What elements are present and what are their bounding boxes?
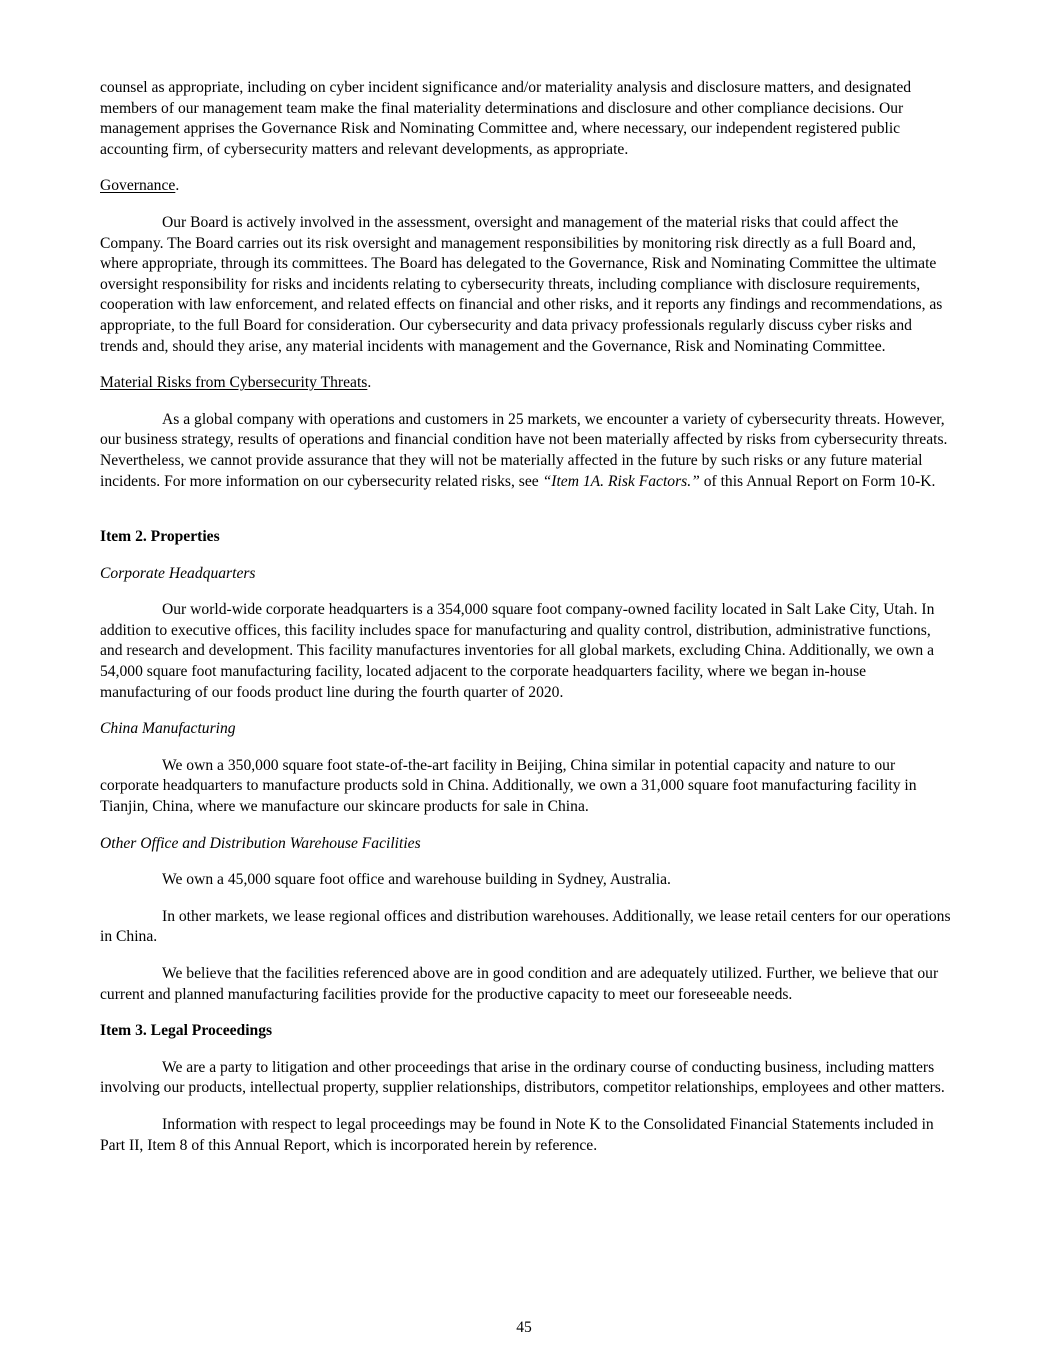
- material-risks-heading-text: Material Risks from Cybersecurity Threats: [100, 374, 368, 392]
- leases-paragraph: In other markets, we lease regional offices and distribution warehouses. Additionally, we lease retail centers for our operations in China.: [100, 907, 951, 946]
- other-facilities-heading: Other Office and Distribution Warehouse Facilities: [100, 834, 421, 852]
- material-risks-text: As a global company with operations and customers in 25 markets, we encounter a variety of cybersecurity threats. However, our business strategy, results of operations and financial condition have not been materially affected by risks from cybersecurity threats. Nevertheless, we cannot provide assurance that they will not be materially affected in the future by such risks or any future material incidents. For more information on our cybersecurity related risks, see: [100, 410, 948, 490]
- continuation-paragraph: counsel as appropriate, including on cyber incident significance and/or materiality analysis and disclosure matters, and designated members of our management team make the final materiality determinations and disclosure and other compliance decisions. Our management apprises the Governance Risk and Nominating Committee and, where necessary, our independent registered public accounting firm, of cybersecurity matters and relevant developments, as appropriate.: [100, 79, 912, 158]
- governance-heading: [100, 176, 952, 197]
- material-risks-text-end: of this Annual Report on Form 10-K.: [699, 472, 936, 490]
- document-page: [100, 78, 952, 1172]
- section-spacer: [100, 508, 952, 527]
- corporate-headquarters-heading: Corporate Headquarters: [100, 564, 256, 582]
- governance-heading-period: .: [175, 177, 180, 195]
- sydney-paragraph: We own a 45,000 square foot office and warehouse building in Sydney, Australia.: [162, 871, 671, 889]
- china-manufacturing-paragraph: We own a 350,000 square foot state-of-the-art facility in Beijing, China similar in potential capacity and nature to our corporate headquarters to manufacture products sold in China. Additionally, we own a 31,000 square foot manufacturing facility in Tianjin, China, where we manufacture our skincare products for sale in China.: [100, 756, 917, 816]
- facilities-condition-paragraph: We believe that the facilities referenced above are in good condition and are adequately utilized. Further, we believe that our current and planned manufacturing facilities provide for the productive capacity to meet our foreseeable needs.: [100, 965, 939, 1003]
- corporate-headquarters-paragraph: Our world-wide corporate headquarters is a 354,000 square foot company-owned facility located in Salt Lake City, Utah. In addition to executive offices, this facility includes space for manufacturing and quality control, distribution, administrative functions, and research and development. This facility manufactures inventories for all global markets, excluding China. Additionally, we own a 54,000 square foot manufacturing facility, located adjacent to the corporate headquarters facility, where we began in-house manufacturing of our foods product line during the fourth quarter of 2020.: [100, 601, 935, 701]
- legal-reference-paragraph: Information with respect to legal proceedings may be found in Note K to the Consolidated Financial Statements included in Part II, Item 8 of this Annual Report, which is incorporated herein by reference.: [100, 1115, 934, 1154]
- page-number: 45: [516, 1319, 532, 1336]
- risk-factors-reference: “Item 1A. Risk Factors.”: [542, 472, 700, 490]
- governance-paragraph: Our Board is actively involved in the assessment, oversight and management of the material risks that could affect the Company. The Board carries out its risk oversight and management responsibilities by monitoring risk directly as a full Board and, where appropriate, through its committees. The Board has delegated to the Governance, Risk and Nominating Committee the ultimate oversight responsibility for risks and incidents relating to cybersecurity threats, including compliance with disclosure requirements, cooperation with law enforcement, and related effects on financial and other risks, and it reports any findings and recommendations, as appropriate, to the full Board for consideration. Our cybersecurity and data privacy professionals regularly discuss cyber risks and trends and, should they arise, any material incidents with management and the Governance, Risk and Nominating Committee.: [100, 213, 943, 355]
- china-manufacturing-heading: China Manufacturing: [100, 720, 236, 738]
- item-3-heading: Item 3. Legal Proceedings: [100, 1022, 273, 1040]
- litigation-paragraph: We are a party to litigation and other proceedings that arise in the ordinary course of conducting business, including matters involving our products, intellectual property, supplier relationships, distributors, competitor relationships, employees and other matters.: [100, 1058, 945, 1097]
- material-risks-heading-period: .: [367, 374, 372, 392]
- material-risks-heading: [100, 373, 952, 394]
- item-2-heading: Item 2. Properties: [100, 528, 220, 546]
- material-risks-paragraph: [100, 410, 952, 492]
- governance-heading-text: Governance: [100, 177, 176, 195]
